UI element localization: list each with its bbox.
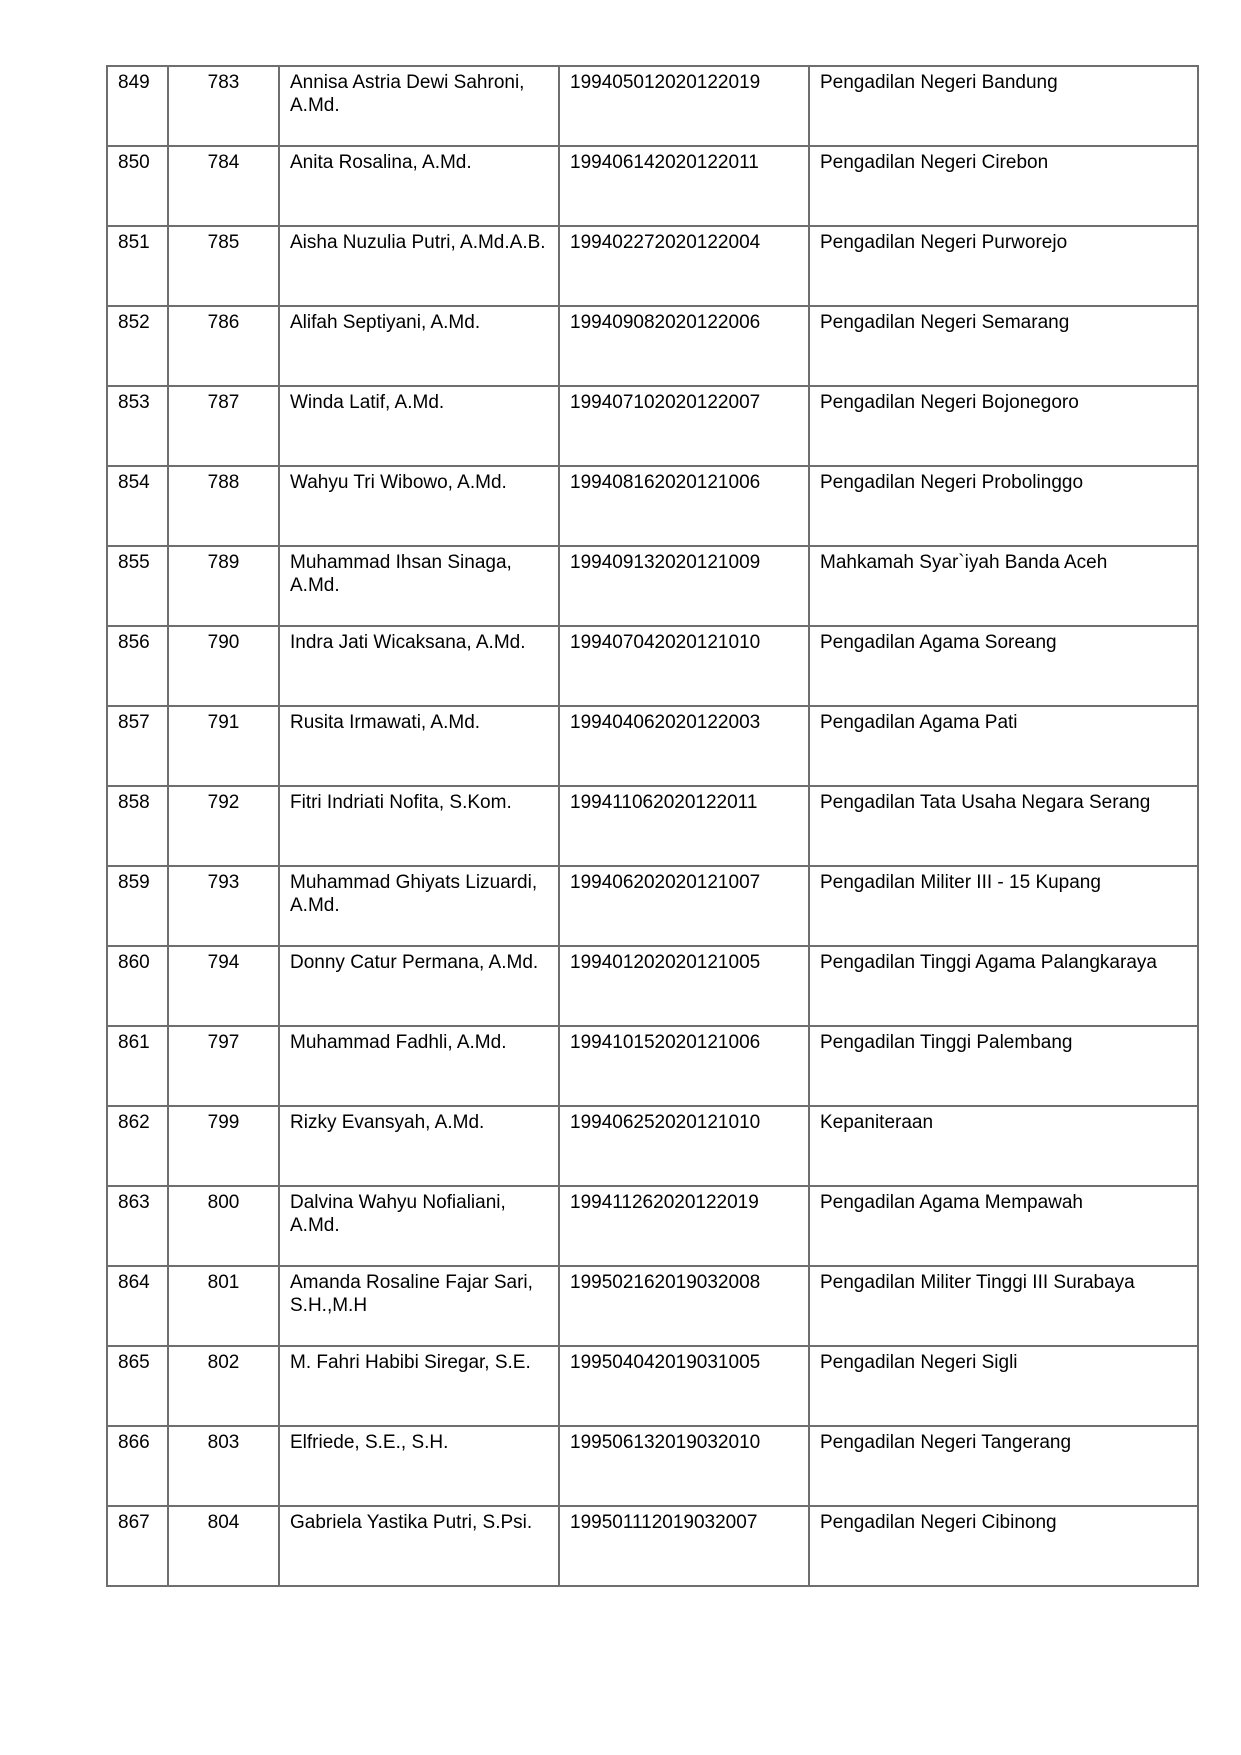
work-unit: Pengadilan Agama Pati [809, 706, 1198, 786]
sequence-number: 800 [168, 1186, 279, 1266]
row-number: 860 [107, 946, 168, 1026]
work-unit: Pengadilan Negeri Cibinong [809, 1506, 1198, 1586]
row-number: 866 [107, 1426, 168, 1506]
employee-nip: 199404062020122003 [559, 706, 809, 786]
work-unit: Pengadilan Negeri Tangerang [809, 1426, 1198, 1506]
sequence-number: 793 [168, 866, 279, 946]
table-row [107, 466, 1198, 546]
sequence-number: 784 [168, 146, 279, 226]
employee-name: Rusita Irmawati, A.Md. [279, 706, 559, 786]
employee-nip: 199406252020121010 [559, 1106, 809, 1186]
work-unit: Kepaniteraan [809, 1106, 1198, 1186]
table-row [107, 946, 1198, 1026]
work-unit: Pengadilan Negeri Bojonegoro [809, 386, 1198, 466]
employee-name: Elfriede, S.E., S.H. [279, 1426, 559, 1506]
row-number: 855 [107, 546, 168, 626]
employee-nip: 199501112019032007 [559, 1506, 809, 1586]
table-row [107, 1426, 1198, 1506]
row-number: 856 [107, 626, 168, 706]
sequence-number: 791 [168, 706, 279, 786]
work-unit: Pengadilan Negeri Purworejo [809, 226, 1198, 306]
sequence-number: 803 [168, 1426, 279, 1506]
table-row [107, 1266, 1198, 1346]
row-number: 862 [107, 1106, 168, 1186]
sequence-number: 799 [168, 1106, 279, 1186]
table-row [107, 626, 1198, 706]
employee-nip: 199405012020122019 [559, 66, 809, 146]
employee-nip: 199411062020122011 [559, 786, 809, 866]
work-unit: Pengadilan Tinggi Agama Palangkaraya [809, 946, 1198, 1026]
employee-name: M. Fahri Habibi Siregar, S.E. [279, 1346, 559, 1426]
row-number: 864 [107, 1266, 168, 1346]
employee-name: Alifah Septiyani, A.Md. [279, 306, 559, 386]
work-unit: Pengadilan Negeri Semarang [809, 306, 1198, 386]
work-unit: Pengadilan Agama Soreang [809, 626, 1198, 706]
employee-name: Muhammad Fadhli, A.Md. [279, 1026, 559, 1106]
table-row [107, 706, 1198, 786]
table-row [107, 66, 1198, 146]
employee-name: Gabriela Yastika Putri, S.Psi. [279, 1506, 559, 1586]
employee-nip: 199406142020122011 [559, 146, 809, 226]
table-row [107, 786, 1198, 866]
table-row [107, 1026, 1198, 1106]
work-unit: Pengadilan Tinggi Palembang [809, 1026, 1198, 1106]
employee-name: Winda Latif, A.Md. [279, 386, 559, 466]
work-unit: Pengadilan Militer III - 15 Kupang [809, 866, 1198, 946]
employee-nip: 199408162020121006 [559, 466, 809, 546]
table-body [107, 66, 1198, 1586]
employee-name: Muhammad Ihsan Sinaga, A.Md. [279, 546, 559, 626]
row-number: 854 [107, 466, 168, 546]
table-row [107, 1186, 1198, 1266]
sequence-number: 786 [168, 306, 279, 386]
sequence-number: 783 [168, 66, 279, 146]
employee-name: Annisa Astria Dewi Sahroni, A.Md. [279, 66, 559, 146]
employee-nip: 199411262020122019 [559, 1186, 809, 1266]
table-row [107, 226, 1198, 306]
employee-name: Muhammad Ghiyats Lizuardi, A.Md. [279, 866, 559, 946]
employee-nip: 199407102020122007 [559, 386, 809, 466]
employee-nip: 199402272020122004 [559, 226, 809, 306]
employee-name: Anita Rosalina, A.Md. [279, 146, 559, 226]
sequence-number: 797 [168, 1026, 279, 1106]
sequence-number: 804 [168, 1506, 279, 1586]
sequence-number: 801 [168, 1266, 279, 1346]
employee-name: Wahyu Tri Wibowo, A.Md. [279, 466, 559, 546]
table-row [107, 1106, 1198, 1186]
sequence-number: 785 [168, 226, 279, 306]
table-row [107, 866, 1198, 946]
employee-name: Dalvina Wahyu Nofialiani, A.Md. [279, 1186, 559, 1266]
row-number: 859 [107, 866, 168, 946]
row-number: 863 [107, 1186, 168, 1266]
sequence-number: 789 [168, 546, 279, 626]
sequence-number: 792 [168, 786, 279, 866]
employee-nip: 199401202020121005 [559, 946, 809, 1026]
row-number: 867 [107, 1506, 168, 1586]
employee-name: Fitri Indriati Nofita, S.Kom. [279, 786, 559, 866]
work-unit: Pengadilan Tata Usaha Negara Serang [809, 786, 1198, 866]
employee-name: Aisha Nuzulia Putri, A.Md.A.B. [279, 226, 559, 306]
table-row [107, 146, 1198, 226]
sequence-number: 802 [168, 1346, 279, 1426]
employee-name: Indra Jati Wicaksana, A.Md. [279, 626, 559, 706]
work-unit: Pengadilan Negeri Sigli [809, 1346, 1198, 1426]
work-unit: Mahkamah Syar`iyah Banda Aceh [809, 546, 1198, 626]
table-row [107, 546, 1198, 626]
employee-nip: 199502162019032008 [559, 1266, 809, 1346]
work-unit: Pengadilan Negeri Bandung [809, 66, 1198, 146]
employee-name: Rizky Evansyah, A.Md. [279, 1106, 559, 1186]
row-number: 858 [107, 786, 168, 866]
employee-nip: 199410152020121006 [559, 1026, 809, 1106]
personnel-table [106, 65, 1199, 1587]
row-number: 851 [107, 226, 168, 306]
work-unit: Pengadilan Negeri Cirebon [809, 146, 1198, 226]
work-unit: Pengadilan Negeri Probolinggo [809, 466, 1198, 546]
employee-name: Donny Catur Permana, A.Md. [279, 946, 559, 1026]
employee-nip: 199406202020121007 [559, 866, 809, 946]
work-unit: Pengadilan Militer Tinggi III Surabaya [809, 1266, 1198, 1346]
employee-nip: 199409132020121009 [559, 546, 809, 626]
table-row [107, 386, 1198, 466]
employee-nip: 199407042020121010 [559, 626, 809, 706]
sequence-number: 788 [168, 466, 279, 546]
row-number: 861 [107, 1026, 168, 1106]
sequence-number: 787 [168, 386, 279, 466]
row-number: 850 [107, 146, 168, 226]
sequence-number: 790 [168, 626, 279, 706]
row-number: 849 [107, 66, 168, 146]
work-unit: Pengadilan Agama Mempawah [809, 1186, 1198, 1266]
employee-name: Amanda Rosaline Fajar Sari, S.H.,M.H [279, 1266, 559, 1346]
table-row [107, 1346, 1198, 1426]
row-number: 857 [107, 706, 168, 786]
row-number: 852 [107, 306, 168, 386]
employee-nip: 199409082020122006 [559, 306, 809, 386]
table-row [107, 1506, 1198, 1586]
sequence-number: 794 [168, 946, 279, 1026]
table-row [107, 306, 1198, 386]
row-number: 865 [107, 1346, 168, 1426]
row-number: 853 [107, 386, 168, 466]
employee-nip: 199506132019032010 [559, 1426, 809, 1506]
employee-nip: 199504042019031005 [559, 1346, 809, 1426]
